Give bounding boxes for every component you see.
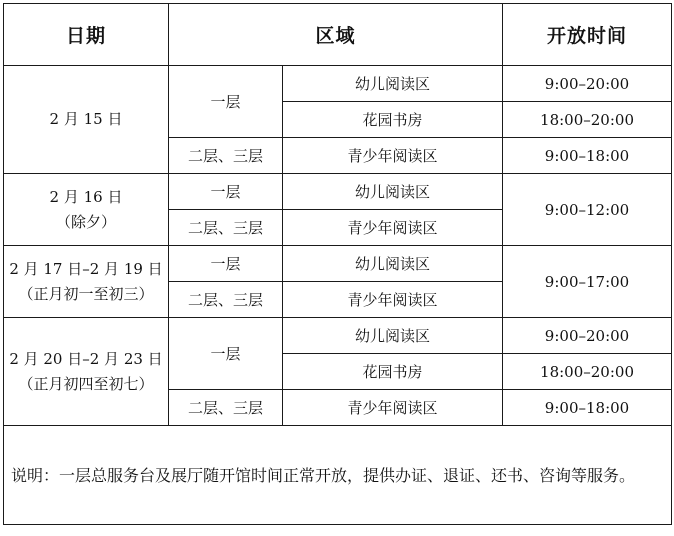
area-cell: 花园书房 [283,102,503,138]
time-cell: 18:00–20:00 [503,354,672,390]
area-cell: 幼儿阅读区 [283,66,503,102]
time-cell: 9:00–12:00 [503,174,672,246]
date-cell [4,66,169,174]
table-row [4,246,672,282]
table-row [4,66,672,102]
area-cell: 幼儿阅读区 [283,174,503,210]
time-cell: 9:00–18:00 [503,390,672,426]
date-note: （正月初四至初七） [18,374,154,393]
area-cell: 青少年阅读区 [283,138,503,174]
date-text: 2 月 20 日–2 月 23 日 [9,349,163,368]
area-cell: 青少年阅读区 [283,390,503,426]
floor-cell: 二层、三层 [169,282,283,318]
date-text: 2 月 15 日 [49,110,123,128]
time-cell: 9:00–17:00 [503,246,672,318]
date-cell [4,318,169,426]
header-date: 日期 [4,4,169,66]
time-cell: 9:00–18:00 [503,138,672,174]
time-cell: 9:00–20:00 [503,66,672,102]
floor-cell: 二层、三层 [169,138,283,174]
time-cell: 18:00–20:00 [503,102,672,138]
area-cell: 青少年阅读区 [283,210,503,246]
area-cell: 幼儿阅读区 [283,246,503,282]
date-cell [4,246,169,318]
header-hours: 开放时间 [503,4,672,66]
floor-cell: 二层、三层 [169,210,283,246]
table-row [4,174,672,210]
floor-cell: 一层 [169,66,283,138]
date-text: 2 月 16 日 [49,187,123,206]
area-cell: 花园书房 [283,354,503,390]
table-header-row [4,4,672,66]
floor-cell: 二层、三层 [169,390,283,426]
date-note: （正月初一至初三） [18,284,154,303]
header-area: 区域 [169,4,503,66]
floor-cell: 一层 [169,246,283,282]
date-cell [4,174,169,246]
floor-cell: 一层 [169,174,283,210]
table-row [4,318,672,354]
note-row [4,426,672,525]
date-note: （除夕） [55,212,116,231]
area-cell: 幼儿阅读区 [283,318,503,354]
area-cell: 青少年阅读区 [283,282,503,318]
opening-hours-table [3,3,672,525]
note-text: 说明：一层总服务台及展厅随开馆时间正常开放，提供办证、退证、还书、咨询等服务。 [4,426,672,525]
floor-cell: 一层 [169,318,283,390]
date-text: 2 月 17 日–2 月 19 日 [9,259,163,278]
time-cell: 9:00–20:00 [503,318,672,354]
